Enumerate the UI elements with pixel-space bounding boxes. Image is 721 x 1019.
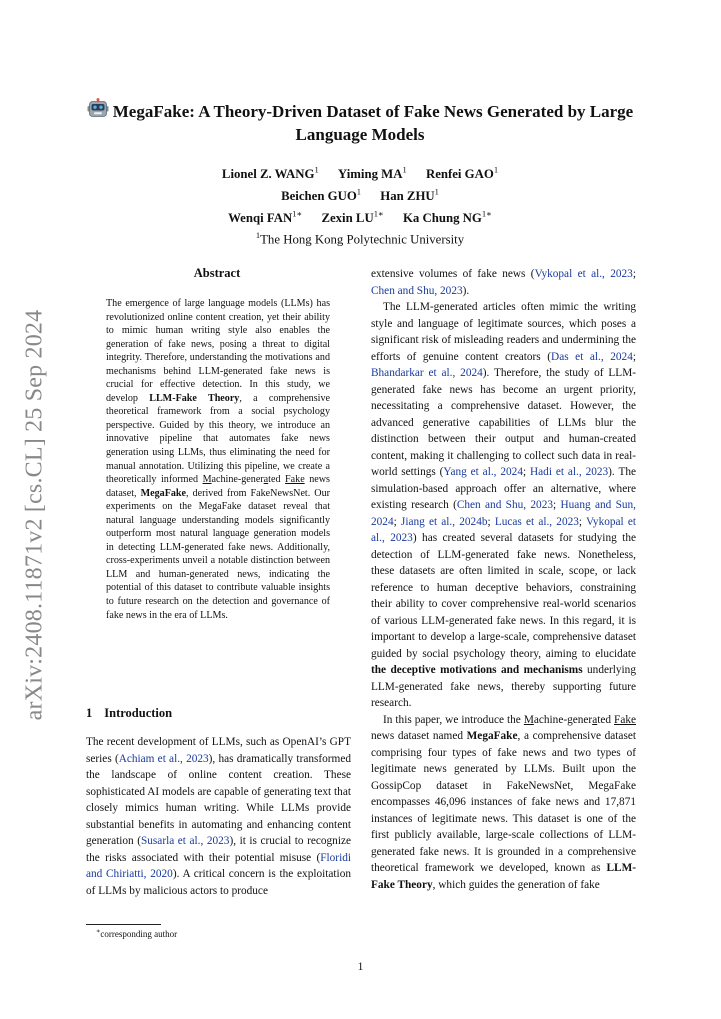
citation-link[interactable]: Vykopal et al., 2023 <box>371 515 637 544</box>
citation-link[interactable]: Floridi and Chiriatti, 2020 <box>86 851 351 880</box>
author-name: Beichen GUO$^1$ <box>281 186 362 204</box>
citation-link[interactable]: Yang et al., 2024 <box>443 466 523 478</box>
footnote: ∗corresponding author <box>96 928 178 939</box>
author-row-3 <box>80 206 640 228</box>
footnote-divider <box>86 924 161 925</box>
author-name: Yiming $MA^1$ <box>337 165 407 182</box>
paper-title-line-1: MegaFake: A Theory-Driven Dataset of Fake News Generated by Large <box>112 102 634 121</box>
body-paragraph: In this paper, we introduce the Machine-generated Fake news dataset named MegaFake, a comprehensive dataset comprising four types of fake news and two types of legitimate news generated by LLMs. Built upon the GossipCop dataset in FakeNewsNet, MegaFake encompasses 46,096 instances of fake news and 17,871 instances of legitimate news. This dataset is one of the first publicly available, large-scale collections of LLM-generated fake news. It is grounded in a comprehensive theoretical framework we developed, known as LLM-Fake Theory, which guides the generation of fake <box>371 713 636 891</box>
citation-link[interactable]: Hadi et al., 2023 <box>530 466 609 478</box>
body-paragraph: extensive volumes of fake news (Vykopal et al., 2023; Chen and Shu, 2023). <box>371 268 636 297</box>
citation-link[interactable]: Achiam et al., 2023 <box>118 752 209 765</box>
arxiv-identifier-stamp <box>20 309 50 721</box>
author-name: Han ZHU$^1$ <box>380 186 439 204</box>
intro-paragraph: The recent development of LLMs, such as OpenAI’s GPT series (Achiam et al., 2023), has dramatically transformed the landscape of online content creation. These sophisticated AI models are capable of generating text that closely mimics human writing. While LLMs provide substantial benefits in automating and enhancing content generation (Susarla et al., 2023), it is crucial to recognize the risks associated with their potential misuse (Floridi and Chiriatti, 2020). A critical concern is the exploitation of LLMs by malicious actors to produce <box>86 736 352 897</box>
citation-link[interactable]: Chen and Shu, 2023 <box>456 499 554 511</box>
author-name: Wenqi $FAN^{1∗}$ <box>228 208 303 225</box>
author-name: Lionel Z. WANG$^1$ <box>221 165 319 182</box>
author-name: Renfei GAO$^1$ <box>425 165 499 182</box>
citation-link[interactable]: Huang and Sun, 2024 <box>371 499 637 528</box>
abstract-text: The emergence of large language models (LLMs) has revolutionized online content creation, yet their ability to mimic human writing style also enables the generation of fake news, posing a threat to digital integrity. Therefore, understanding the motivations and mechanisms behind LLM-generated fake news is crucial for effective detection. In this study, we develop LLM-Fake Theory, a comprehensive theoretical framework from a social psychology perspective. Guided by this theory, we introduce an innovative pipeline that automates fake news generation using LLMs, thus eliminating the need for manual annotation. Utilizing this pipeline, we create a theoretically informed Machine-generated Fake news dataset, MegaFake, derived from FakeNewsNet. Our experiments on the MegaFake dataset reveal that natural language understanding models significantly outperform most natural language generation models in detecting LLM-generated fake news. Additionally, cross-experiments unveil a notable distinction between LLM and human-generated news, indicating the potential of this dataset to contribute valuable insights to future research on the detection and governance of fake news in the era of LLMs. <box>106 298 330 621</box>
arxiv-identifier-text: arXiv:2408.11871v2 [cs.CL] 25 Sep 2024 <box>21 309 48 721</box>
citation-link[interactable]: Bhandarkar et al., 2024 <box>371 367 483 379</box>
author-block <box>80 162 640 249</box>
introduction-left-column <box>86 734 351 899</box>
page-number: 1 <box>357 961 364 973</box>
citation-link[interactable]: Jiang et al., 2024b <box>400 515 488 528</box>
citation-link[interactable]: Susarla et al., 2023 <box>140 835 230 847</box>
author-row-1 <box>80 162 640 184</box>
citation-link[interactable]: Das et al., 2024 <box>551 350 633 363</box>
body-paragraph: The LLM-generated articles often mimic the writing style and language of legitimate sources, which poses a significant risk of misleading readers and undermining the efforts of genuine content creators (Das et al., 2024; Bhandarkar et al., 2024). Therefore, the study of LLM-generated fake news has become an urgent priority, necessitating a comprehensive dataset. However, the advanced generative capabilities of LLMs blur the distinction between their output and human-created content, making it challenging to collect such data in real-world settings (Yang et al., 2024; Hadi et al., 2023). The simulation-based approach offer an alternative, where existing research (Chen and Shu, 2023; Huang and Sun, 2024; Jiang et al., 2024b; Lucas et al., 2023; Vykopal et al., 2023) has created several datasets for studying the detection of LLM-generated fake news. Nonetheless, these datasets are often limited in scale, scope, or lack reference to human deceptive behaviors, constraining their ability to cover comprehensive real-world scenarios of various LLM-generated fake news. In this regard, it is important to develop a large-scale, comprehensive dataset guided by social psychology theory, aiming to elucidate the deceptive motivations and mechanisms underlying LLM-generated fake news, thereby supporting future research. <box>371 301 637 709</box>
author-row-2 <box>80 184 640 206</box>
section-heading-introduction: 1 Introduction <box>86 706 173 720</box>
paper-title-line-2: Language Models <box>295 125 425 144</box>
citation-link[interactable]: Chen and Shu, 2023 <box>371 284 463 297</box>
right-column-text <box>371 266 636 893</box>
author-name: Zexin $LU^{1∗}$ <box>321 208 384 225</box>
robot-icon <box>87 98 109 124</box>
affiliation: $^1$The Hong Kong Polytechnic University <box>255 230 465 247</box>
author-name: Ka Chung $NG^{1∗}$ <box>402 208 492 225</box>
paper-title <box>80 98 640 146</box>
citation-link[interactable]: Lucas et al., 2023 <box>494 515 579 528</box>
abstract-heading: Abstract <box>193 266 241 280</box>
citation-link[interactable]: Vykopal et al., 2023 <box>534 268 633 280</box>
